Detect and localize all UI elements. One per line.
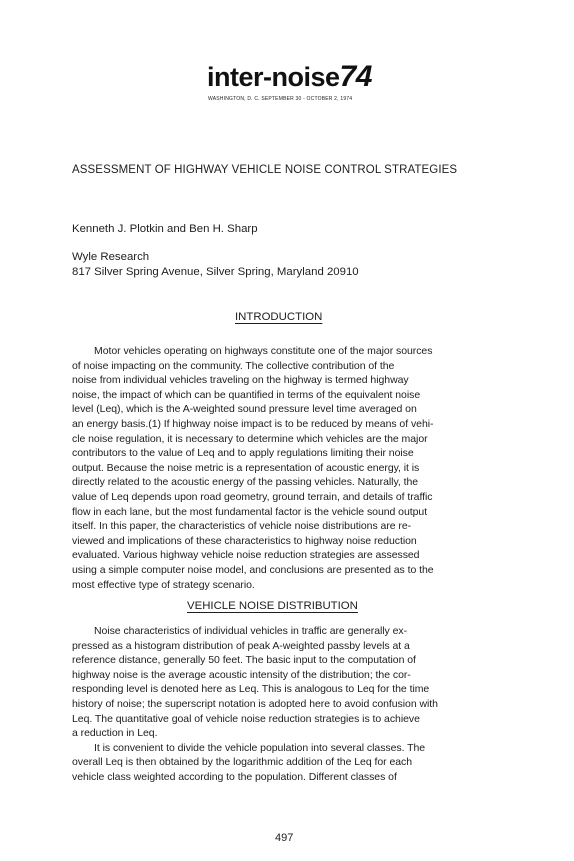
text-line: responding level is denoted here as Leq. This is analogous to Leq for the time (72, 683, 430, 696)
text-line: value of Leq depends upon road geometry, ground terrain, and details of traffic (72, 490, 433, 503)
text-line: It is convenient to divide the vehicle population into several classes. The (94, 741, 426, 754)
text-line: Motor vehicles operating on highways constitute one of the major sources (94, 345, 433, 357)
address: 817 Silver Spring Avenue, Silver Spring, Maryland 20910 (72, 266, 359, 278)
logo-number: 74 (339, 60, 372, 93)
text-line: an energy basis.(1) If highway noise impact is to be reduced by means of vehi- (72, 417, 434, 430)
text-line: overall Leq is then obtained by the logarithmic addition of the Leq for each (72, 756, 413, 769)
text-line: viewed and implications of these characteristics to highway noise reduction (72, 534, 417, 547)
text-line: most effective type of strategy scenario. (72, 578, 255, 591)
text-line: reference distance, generally 50 feet. The basic input to the computation of (72, 654, 416, 667)
paper-title: ASSESSMENT OF HIGHWAY VEHICLE NOISE CONTROL STRATEGIES (72, 164, 458, 176)
logo-mark: inter-noise74 (207, 60, 372, 93)
text-line: pressed as a histogram distribution of peak A-weighted passby levels at a (72, 639, 410, 652)
text-line: itself. In this paper, the characteristics of vehicle noise distributions are re- (72, 520, 412, 533)
text-line: using a simple computer noise model, and conclusions are presented as to the (72, 563, 434, 576)
introduction-body (72, 344, 504, 592)
distribution-body (72, 624, 504, 785)
text-line: output. Because the noise metric is a representation of acoustic energy, it is (72, 461, 420, 474)
text-line: cle noise regulation, it is necessary to determine which vehicles are the major (72, 432, 428, 445)
text-line: a reduction in Leq. (72, 727, 158, 740)
text-line: Leq. The quantitative goal of vehicle noise reduction strategies is to achieve (72, 712, 420, 725)
text-line: noise, the impact of which can be quantified in terms of the equivalent noise (72, 388, 421, 401)
text-line: directly related to the acoustic energy of the passing vehicles. Naturally, the (72, 476, 419, 489)
section-heading-introduction: INTRODUCTION (235, 311, 323, 323)
text-line: Noise characteristics of individual vehicles in traffic are generally ex- (94, 625, 408, 637)
text-line: flow in each lane, but the most fundamental factor is the vehicle sound output (72, 505, 428, 518)
text-line: level (Leq), which is the A-weighted sound pressure level time averaged on (72, 403, 417, 416)
text-line: evaluated. Various highway vehicle noise reduction strategies are assessed (72, 549, 420, 562)
authors: Kenneth J. Plotkin and Ben H. Sharp (72, 223, 258, 235)
section-heading-vehicle-noise-distribution: VEHICLE NOISE DISTRIBUTION (187, 600, 358, 612)
text-line: history of noise; the superscript notation is adopted here to avoid confusion with (72, 697, 438, 710)
affiliation: Wyle Research (72, 251, 150, 263)
conference-logo (207, 60, 372, 110)
text-line: contributors to the value of Leq and to apply regulations limiting their noise (72, 447, 414, 460)
text-line: noise from individual vehicles traveling on the highway is termed highway (72, 374, 409, 387)
logo-subtitle: WASHINGTON, D. C. SEPTEMBER 30 - OCTOBER 2, 1974 (208, 96, 353, 102)
page-number: 497 (275, 832, 294, 844)
text-line: highway noise is the average acoustic intensity of the distribution; the cor- (72, 668, 411, 681)
text-line: vehicle class weighted according to the population. Different classes of (72, 770, 397, 783)
text-line: of noise impacting on the community. The collective contribution of the (72, 359, 395, 372)
